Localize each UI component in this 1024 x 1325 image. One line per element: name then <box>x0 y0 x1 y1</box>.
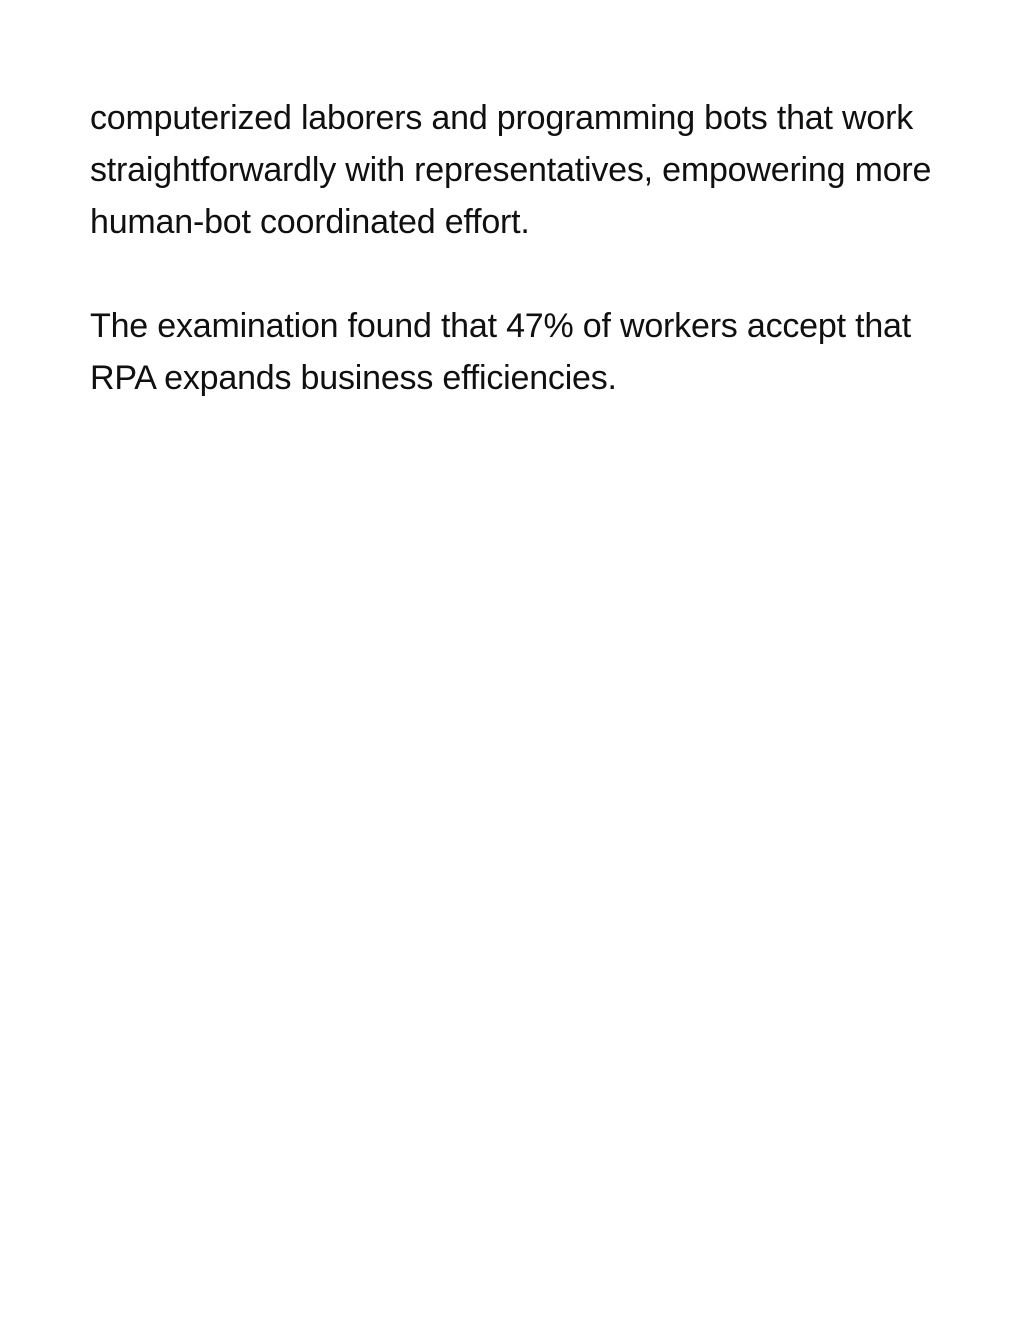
body-paragraph-1: computerized laborers and programming bots that work straightforwardly with representatives, empowering more human-bot coordinated effort. <box>90 99 941 241</box>
document-body <box>90 92 950 404</box>
body-paragraph-2: The examination found that 47% of workers accept that RPA expands business efficiencies. <box>90 307 921 397</box>
